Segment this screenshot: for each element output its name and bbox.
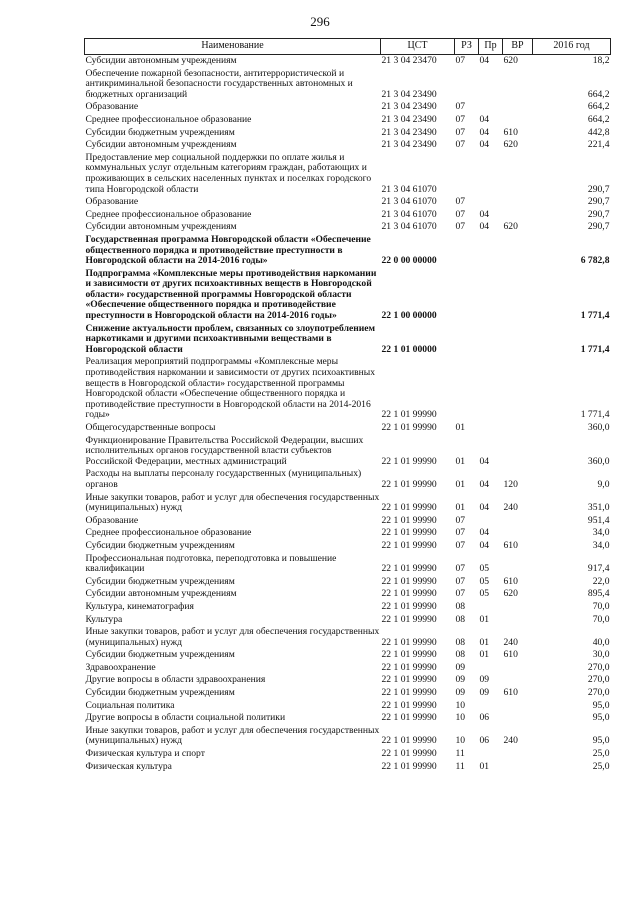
row-vr (503, 234, 533, 268)
row-rz: 09 (455, 661, 466, 673)
row-pr: 06 (479, 712, 490, 724)
row-name: Реализация мероприятий подпрограммы «Комплексные меры противодействия наркомании и зависимости от других психоактивных веществ в Новгородской области» государственной программы Новгородской области «Обеспечение общественного порядка и противодействие преступности в Новгородской области на 2014-2016 годы» (85, 356, 376, 421)
row-rz: 07 (455, 514, 466, 526)
row-code: 21 3 04 23470 (381, 55, 437, 66)
row-amount: 6 782,8 (580, 255, 610, 267)
row-code: 22 1 01 99990 (381, 760, 437, 772)
row-name: Снижение актуальности проблем, связанных со злоупотреблением наркотиками и другими психоактивными веществами в Новгородской области (85, 322, 376, 355)
row-pr (479, 422, 503, 435)
row-pr (479, 68, 503, 102)
row-name: Физическая культура (85, 760, 172, 772)
row-pr (479, 700, 503, 713)
row-rz: 09 (455, 687, 466, 699)
row-amount: 290,7 (587, 208, 610, 220)
row-amount: 270,0 (587, 661, 610, 673)
table-row (85, 725, 611, 748)
row-code: 21 3 04 23490 (381, 113, 437, 125)
table-row (85, 588, 611, 601)
row-rz: 07 (455, 196, 466, 208)
row-pr: 04 (479, 139, 490, 151)
table-row (85, 553, 611, 576)
row-vr: 620 (503, 221, 518, 233)
row-vr (503, 114, 533, 127)
row-pr: 04 (479, 113, 490, 125)
row-name: Предоставление мер социальной поддержки по оплате жилья и коммунальных услуг отдельным категориям граждан, работающих и проживающих в сельских населенных пунктах и поселках городского типа Новгородской области (85, 151, 372, 195)
row-name: Профессиональная подготовка, переподготовка и повышение квалификации (85, 552, 337, 575)
row-vr (503, 422, 533, 435)
row-name: Субсидии бюджетным учреждениям (85, 649, 235, 661)
table-row (85, 268, 611, 323)
row-vr: 240 (503, 502, 518, 514)
table-header (85, 39, 611, 55)
row-vr: 610 (503, 687, 518, 699)
table-row (85, 323, 611, 357)
row-code: 22 1 01 99990 (381, 455, 437, 467)
table-row (85, 700, 611, 713)
row-code: 22 1 01 99990 (381, 699, 437, 711)
row-rz: 07 (455, 221, 466, 233)
row-code: 22 1 01 99990 (381, 735, 437, 747)
row-name: Субсидии бюджетным учреждениям (85, 126, 235, 138)
row-code: 21 3 04 23490 (381, 88, 437, 100)
table-row (85, 492, 611, 515)
row-amount: 270,0 (587, 674, 610, 686)
row-code: 22 1 01 99990 (381, 600, 437, 612)
row-code: 21 3 04 61070 (381, 221, 437, 233)
row-rz: 08 (455, 600, 466, 612)
row-rz: 01 (455, 478, 466, 490)
table-row (85, 468, 611, 491)
row-name: Подпрограмма «Комплексные меры противодействия наркомании и зависимости от других психоактивных веществ в Новгородской области» государственной программы Новгородской области «Обеспечение общественного порядка и противодействие преступности в Новгородской области на 2014-2016 годы» (85, 267, 377, 322)
table-row (85, 649, 611, 662)
row-pr (479, 196, 503, 209)
row-name: Иные закупки товаров, работ и услуг для обеспечения государственных (муниципальных) нужд (85, 626, 380, 648)
row-vr (503, 68, 533, 102)
row-rz: 07 (455, 208, 466, 220)
row-vr (503, 527, 533, 540)
row-code: 22 1 01 99990 (381, 649, 437, 661)
row-code: 22 1 01 99990 (381, 588, 437, 600)
table-row (85, 209, 611, 222)
row-code: 22 1 01 99990 (381, 514, 437, 526)
row-vr (503, 515, 533, 528)
row-name: Другие вопросы в области социальной политики (85, 712, 286, 724)
row-pr (479, 323, 503, 357)
table-row (85, 55, 611, 68)
row-code: 22 1 01 99990 (381, 539, 437, 551)
row-code: 22 1 01 99990 (381, 674, 437, 686)
row-vr (503, 601, 533, 614)
row-name: Субсидии автономным учреждениям (85, 55, 237, 66)
row-rz: 01 (455, 502, 466, 514)
row-vr: 610 (503, 575, 518, 587)
table-row (85, 761, 611, 774)
row-pr (479, 356, 503, 422)
table-row (85, 68, 611, 102)
row-rz: 07 (455, 588, 466, 600)
table-row (85, 221, 611, 234)
row-rz (455, 152, 479, 196)
row-vr: 120 (503, 478, 518, 490)
row-amount: 40,0 (592, 636, 610, 648)
row-vr: 620 (503, 139, 518, 151)
table-row (85, 114, 611, 127)
row-rz: 07 (455, 563, 466, 575)
row-vr (503, 268, 533, 323)
row-vr: 610 (503, 649, 518, 661)
row-vr (503, 152, 533, 196)
table-row (85, 127, 611, 140)
row-rz: 09 (455, 674, 466, 686)
row-code: 22 1 01 99990 (381, 613, 437, 625)
row-name: Обеспечение пожарной безопасности, антитеррористической и антикриминальной безопасности государственных автономных и бюджетных организаций (85, 67, 353, 100)
row-amount: 95,0 (592, 712, 610, 724)
row-pr (479, 268, 503, 323)
row-name: Расходы на выплаты персоналу государственных (муниципальных) органов (85, 468, 362, 490)
header-pr: Пр (479, 39, 503, 55)
row-code: 21 3 04 61070 (381, 196, 437, 208)
row-name: Субсидии бюджетным учреждениям (85, 539, 235, 551)
row-code: 22 1 01 99990 (381, 422, 437, 433)
row-name: Среднее профессиональное образование (85, 208, 252, 220)
row-rz: 07 (455, 126, 466, 138)
row-name: Другие вопросы в области здравоохранения (85, 674, 266, 686)
row-vr (503, 356, 533, 422)
table-row (85, 614, 611, 627)
row-code: 21 3 04 23490 (381, 126, 437, 138)
table-row (85, 139, 611, 152)
row-vr (503, 761, 533, 774)
row-vr: 240 (503, 735, 518, 747)
row-pr: 04 (479, 55, 490, 66)
row-code: 22 0 00 00000 (381, 255, 437, 267)
row-code: 21 3 04 61070 (381, 183, 437, 195)
row-rz: 07 (455, 575, 466, 587)
table-body (85, 55, 611, 774)
row-amount: 95,0 (592, 699, 610, 711)
row-pr: 01 (479, 760, 490, 772)
row-amount: 664,2 (587, 88, 610, 100)
row-vr (503, 196, 533, 209)
table-row (85, 712, 611, 725)
row-code: 21 3 04 23490 (381, 101, 437, 113)
row-code: 22 1 01 99990 (381, 502, 437, 514)
row-rz: 10 (455, 735, 466, 747)
row-rz: 08 (455, 613, 466, 625)
row-amount: 30,0 (592, 649, 610, 661)
row-name: Субсидии автономным учреждениям (85, 221, 237, 233)
row-amount: 895,4 (587, 588, 610, 600)
row-amount: 664,2 (587, 101, 610, 113)
table-row (85, 540, 611, 553)
row-pr: 04 (479, 126, 490, 138)
row-amount: 1 771,4 (580, 310, 610, 322)
row-amount: 351,0 (587, 502, 610, 514)
page-number: 296 (310, 14, 330, 29)
row-pr (479, 152, 503, 196)
row-amount: 290,7 (587, 183, 610, 195)
row-vr: 620 (503, 55, 518, 66)
row-vr (503, 553, 533, 576)
row-amount: 442,8 (587, 126, 610, 138)
row-rz (455, 68, 479, 102)
row-code: 22 1 01 99990 (381, 563, 437, 575)
row-amount: 18,2 (592, 55, 610, 66)
row-name: Иные закупки товаров, работ и услуг для обеспечения государственных (муниципальных) нужд (85, 491, 380, 514)
header-amount: 2016 год (533, 39, 611, 55)
row-rz: 08 (455, 636, 466, 648)
row-name: Здравоохранение (85, 661, 156, 673)
row-amount: 917,4 (587, 563, 610, 575)
row-rz: 10 (455, 712, 466, 724)
row-amount: 70,0 (592, 613, 610, 625)
row-rz: 07 (455, 55, 466, 66)
row-vr (503, 209, 533, 222)
table-row (85, 101, 611, 114)
row-code: 22 1 01 99990 (381, 527, 437, 539)
row-name: Общегосударственные вопросы (85, 422, 216, 433)
row-vr (503, 614, 533, 627)
row-pr (479, 601, 503, 614)
row-rz: 07 (455, 101, 466, 113)
table-row (85, 196, 611, 209)
row-amount: 1 771,4 (580, 343, 610, 355)
header-rz: РЗ (455, 39, 479, 55)
row-name: Культура, кинематография (85, 600, 194, 612)
row-pr: 01 (479, 613, 490, 625)
table-row (85, 422, 611, 435)
row-name: Среднее профессиональное образование (85, 113, 252, 125)
row-pr (479, 515, 503, 528)
row-pr: 01 (479, 649, 490, 661)
row-amount: 360,0 (587, 455, 610, 467)
row-rz (455, 268, 479, 323)
budget-table (84, 38, 611, 773)
row-code: 22 1 01 99990 (381, 712, 437, 724)
row-name: Образование (85, 514, 139, 526)
row-rz: 07 (455, 113, 466, 125)
header-code: ЦСТ (381, 39, 455, 55)
row-rz: 11 (455, 748, 465, 760)
row-amount: 290,7 (587, 196, 610, 208)
row-code: 22 1 01 99990 (381, 575, 437, 587)
row-amount: 25,0 (592, 748, 610, 760)
row-name: Субсидии бюджетным учреждениям (85, 575, 235, 587)
row-name: Культура (85, 613, 123, 625)
row-amount: 34,0 (592, 527, 610, 539)
row-code: 22 1 01 99990 (381, 478, 437, 490)
table-row (85, 527, 611, 540)
row-amount: 221,4 (587, 139, 610, 151)
row-vr (503, 323, 533, 357)
row-name: Субсидии автономным учреждениям (85, 139, 237, 151)
row-code: 22 1 01 99990 (381, 687, 437, 699)
row-pr: 04 (479, 455, 490, 467)
row-code: 22 1 01 99990 (381, 636, 437, 648)
row-pr: 01 (479, 636, 490, 648)
row-code: 22 1 01 99990 (381, 661, 437, 673)
row-name: Образование (85, 101, 139, 113)
header-vr: ВР (503, 39, 533, 55)
row-pr (479, 662, 503, 675)
row-vr: 610 (503, 539, 518, 551)
row-name: Физическая культура и спорт (85, 748, 205, 760)
table-row (85, 515, 611, 528)
table-row (85, 662, 611, 675)
row-vr (503, 674, 533, 687)
row-pr: 09 (479, 687, 490, 699)
row-pr (479, 748, 503, 761)
row-amount: 70,0 (592, 600, 610, 612)
table-row (85, 435, 611, 469)
row-amount: 290,7 (587, 221, 610, 233)
row-amount: 270,0 (587, 687, 610, 699)
row-code: 22 1 01 99990 (381, 409, 437, 421)
row-pr: 09 (479, 674, 490, 686)
table-row (85, 234, 611, 268)
row-rz: 07 (455, 139, 466, 151)
row-pr (479, 234, 503, 268)
table-row (85, 674, 611, 687)
table-row (85, 152, 611, 196)
row-vr: 610 (503, 126, 518, 138)
row-vr (503, 712, 533, 725)
row-pr: 05 (479, 575, 490, 587)
row-rz (455, 234, 479, 268)
table-row (85, 626, 611, 649)
row-pr (479, 101, 503, 114)
row-amount: 1 771,4 (580, 409, 610, 421)
row-amount: 9,0 (597, 478, 610, 490)
row-code: 22 1 00 00000 (381, 310, 437, 322)
row-amount: 951,4 (587, 514, 610, 526)
row-amount: 34,0 (592, 539, 610, 551)
row-amount: 25,0 (592, 760, 610, 772)
row-code: 21 3 04 61070 (381, 208, 437, 220)
row-rz: 08 (455, 649, 466, 661)
row-code: 22 1 01 99990 (381, 748, 437, 760)
table-row (85, 601, 611, 614)
table-row (85, 687, 611, 700)
row-name: Иные закупки товаров, работ и услуг для обеспечения государственных (муниципальных) нужд (85, 724, 380, 747)
row-pr: 05 (479, 588, 490, 600)
row-name: Среднее профессиональное образование (85, 527, 252, 539)
row-name: Образование (85, 196, 139, 208)
row-name: Субсидии бюджетным учреждениям (85, 687, 235, 699)
row-name: Государственная программа Новгородской области «Обеспечение общественного порядка и противодействие преступности в Новгородской области на 2014-2016 годы» (85, 233, 371, 267)
row-rz (455, 323, 479, 357)
row-code: 21 3 04 23490 (381, 139, 437, 151)
row-rz (455, 356, 479, 422)
row-vr: 620 (503, 588, 518, 600)
row-pr: 04 (479, 502, 490, 514)
row-pr: 04 (479, 221, 490, 233)
row-name: Функционирование Правительства Российской Федерации, высших исполнительных органов государственной власти субъектов Российской Федерации, местных администраций (85, 434, 364, 467)
row-pr: 04 (479, 478, 490, 490)
row-rz: 10 (455, 699, 466, 711)
row-rz: 01 (455, 455, 466, 467)
row-amount: 664,2 (587, 113, 610, 125)
row-vr (503, 101, 533, 114)
row-pr: 04 (479, 208, 490, 220)
row-pr: 06 (479, 735, 490, 747)
row-vr (503, 435, 533, 469)
row-rz: 01 (455, 422, 466, 433)
row-pr: 05 (479, 563, 490, 575)
row-amount: 95,0 (592, 735, 610, 747)
row-vr (503, 748, 533, 761)
row-amount: 360,0 (587, 422, 610, 433)
row-vr (503, 700, 533, 713)
table-row (85, 576, 611, 589)
row-rz: 07 (455, 539, 466, 551)
row-vr: 240 (503, 636, 518, 648)
header-name: Наименование (85, 39, 381, 55)
row-pr: 04 (479, 539, 490, 551)
row-amount: 22,0 (592, 575, 610, 587)
row-rz: 11 (455, 760, 465, 772)
row-vr (503, 662, 533, 675)
row-name: Социальная политика (85, 699, 175, 711)
row-rz: 07 (455, 527, 466, 539)
row-pr: 04 (479, 527, 490, 539)
row-name: Субсидии автономным учреждениям (85, 588, 237, 600)
row-code: 22 1 01 00000 (381, 343, 437, 355)
table-row (85, 748, 611, 761)
table-row (85, 356, 611, 422)
